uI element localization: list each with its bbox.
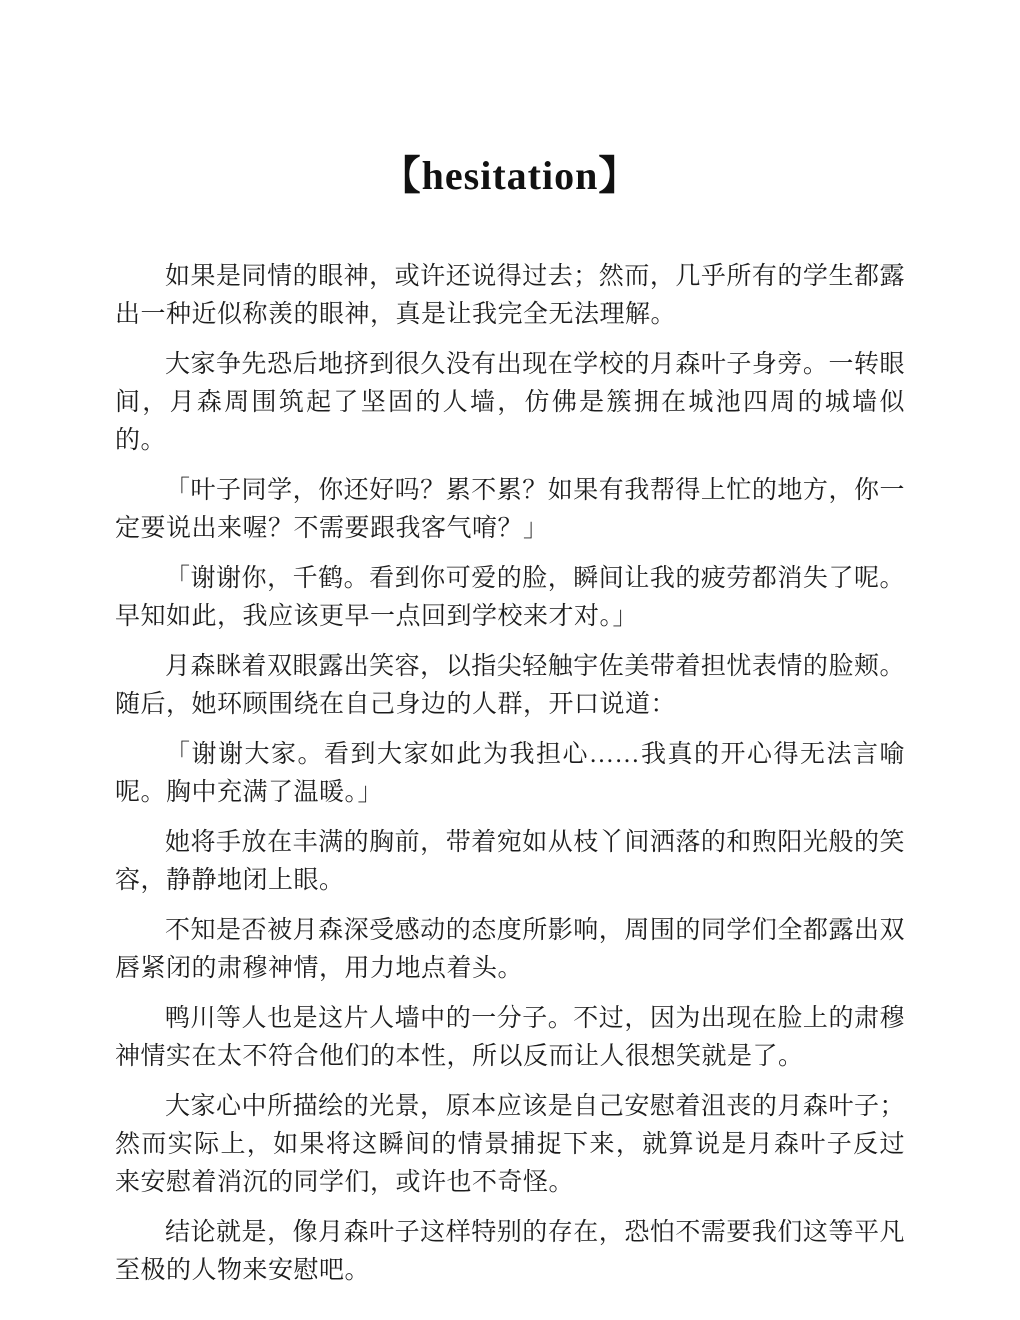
document-page [115, 0, 905, 1290]
paragraph: 她将手放在丰满的胸前，带着宛如从枝丫间洒落的和煦阳光般的笑容，静静地闭上眼。 [115, 829, 905, 894]
paragraph: 如果是同情的眼神，或许还说得过去；然而，几乎所有的学生都露出一种近似称羡的眼神，真是让我完全无法理解。 [115, 263, 905, 328]
paragraph: 结论就是，像月森叶子这样特别的存在，恐怕不需要我们这等平凡至极的人物来安慰吧。 [115, 1219, 905, 1284]
chapter-title: 【hesitation】 [380, 153, 640, 198]
body-text [115, 258, 905, 1290]
paragraph: 大家争先恐后地挤到很久没有出现在学校的月森叶子身旁。一转眼间，月森周围筑起了坚固的人墙，仿佛是簇拥在城池四周的城墙似的。 [115, 351, 905, 454]
paragraph: 「谢谢大家。看到大家如此为我担心……我真的开心得无法言喻呢。胸中充满了温暖。」 [115, 741, 905, 806]
paragraph: 月森眯着双眼露出笑容，以指尖轻触宇佐美带着担忧表情的脸颊。随后，她环顾围绕在自己身边的人群，开口说道： [115, 653, 905, 718]
paragraph: 鸭川等人也是这片人墙中的一分子。不过，因为出现在脸上的肃穆神情实在太不符合他们的本性，所以反而让人很想笑就是了。 [115, 1005, 905, 1070]
paragraph: 不知是否被月森深受感动的态度所影响，周围的同学们全都露出双唇紧闭的肃穆神情，用力地点着头。 [115, 917, 905, 982]
paragraph: 大家心中所描绘的光景，原本应该是自己安慰着沮丧的月森叶子；然而实际上，如果将这瞬间的情景捕捉下来，就算说是月森叶子反过来安慰着消沉的同学们，或许也不奇怪。 [115, 1093, 905, 1196]
paragraph: 「叶子同学，你还好吗？累不累？如果有我帮得上忙的地方，你一定要说出来喔？不需要跟我客气唷？」 [115, 477, 905, 542]
paragraph: 「谢谢你，千鹤。看到你可爱的脸，瞬间让我的疲劳都消失了呢。早知如此，我应该更早一点回到学校来才对。」 [115, 565, 905, 630]
